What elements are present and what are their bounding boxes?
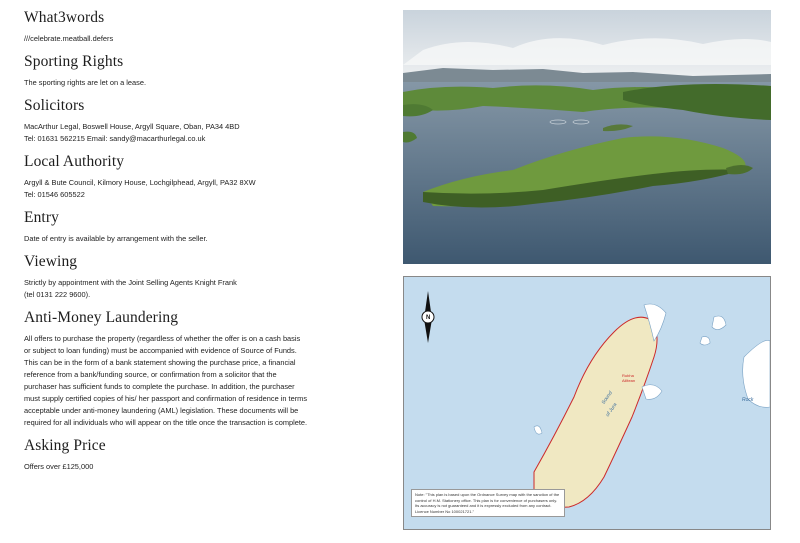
section-heading: What3words [24, 9, 105, 26]
details-column [24, 8, 369, 480]
section-viewing [24, 252, 369, 301]
section-solicitors [24, 96, 369, 145]
section-heading: Solicitors [24, 97, 85, 114]
section-text-line: Date of entry is available by arrangement with the seller. [24, 234, 208, 243]
section-what3words [24, 8, 369, 45]
map-label-sound: Sound [600, 390, 614, 406]
section-text-line: Offers over £125,000 [24, 462, 94, 471]
section-authority [24, 152, 369, 201]
section-text-line: required for all individuals who will appear on the title once the transaction is complete. [24, 418, 308, 427]
section-text-line: All offers to purchase the property (regardless of whether the offer is on a cash basis [24, 334, 301, 343]
location-map [403, 276, 771, 530]
section-text-line: This can be in the form of a bank statement showing the purchase price, a financial [24, 358, 296, 367]
section-text-line: MacArthur Legal, Boswell House, Argyll Square, Oban, PA34 4BD [24, 122, 240, 131]
section-text-line: Tel: 01631 562215 Email: sandy@macarthurlegal.co.uk [24, 134, 206, 143]
section-text-line: acceptable under anti-money laundering (AML) legislation. These documents will be [24, 406, 299, 415]
section-text-line: or subject to loan funding) must be accompanied with evidence of Source of Funds. [24, 346, 297, 355]
section-heading: Entry [24, 209, 59, 226]
map-label-place2: Ailltean [622, 378, 636, 383]
map-note: Note: "This plan is based upon the Ordnance Survey map with the sanction of the control of H.M. Stationery office. This plan is for convenience of purchasers only. Its accuracy is not guaranteed and it is expressly excluded from any contract. Licence Number No 100021721." [411, 489, 565, 517]
section-text-line: ///celebrate.meatball.defers [24, 34, 114, 43]
section-text-line: The sporting rights are let on a lease. [24, 78, 147, 87]
section-aml [24, 308, 369, 429]
section-entry [24, 208, 369, 245]
aerial-photo [403, 10, 771, 264]
section-text-line: (tel 0131 222 9600). [24, 290, 91, 299]
north-label: N [426, 315, 431, 321]
map-label-of-jura: of Jura [604, 402, 619, 418]
section-sporting [24, 52, 369, 89]
section-text-line: purchaser has sufficient funds to complete the purchase. In addition, the purchaser [24, 382, 295, 391]
section-heading: Asking Price [24, 437, 106, 454]
section-heading: Anti-Money Laundering [24, 309, 179, 326]
section-price [24, 436, 369, 473]
map-label-place1: Rubha [622, 373, 634, 378]
section-heading: Viewing [24, 253, 78, 270]
section-text-line: must supply certified copies of his/ her passport and confirmation of residence in terms [24, 394, 308, 403]
section-text-line: Tel: 01546 605522 [24, 190, 85, 199]
section-text-line: Argyll & Bute Council, Kilmory House, Lochgilphead, Argyll, PA32 8XW [24, 178, 256, 187]
section-heading: Sporting Rights [24, 53, 124, 70]
section-text-line: reference from a bank/funding source, or confirmation from a solicitor that the [24, 370, 277, 379]
map-label-rock: Rock [742, 397, 754, 403]
aerial-photo-graphic [403, 10, 771, 264]
section-heading: Local Authority [24, 153, 125, 170]
section-text-line: Strictly by appointment with the Joint Selling Agents Knight Frank [24, 278, 237, 287]
